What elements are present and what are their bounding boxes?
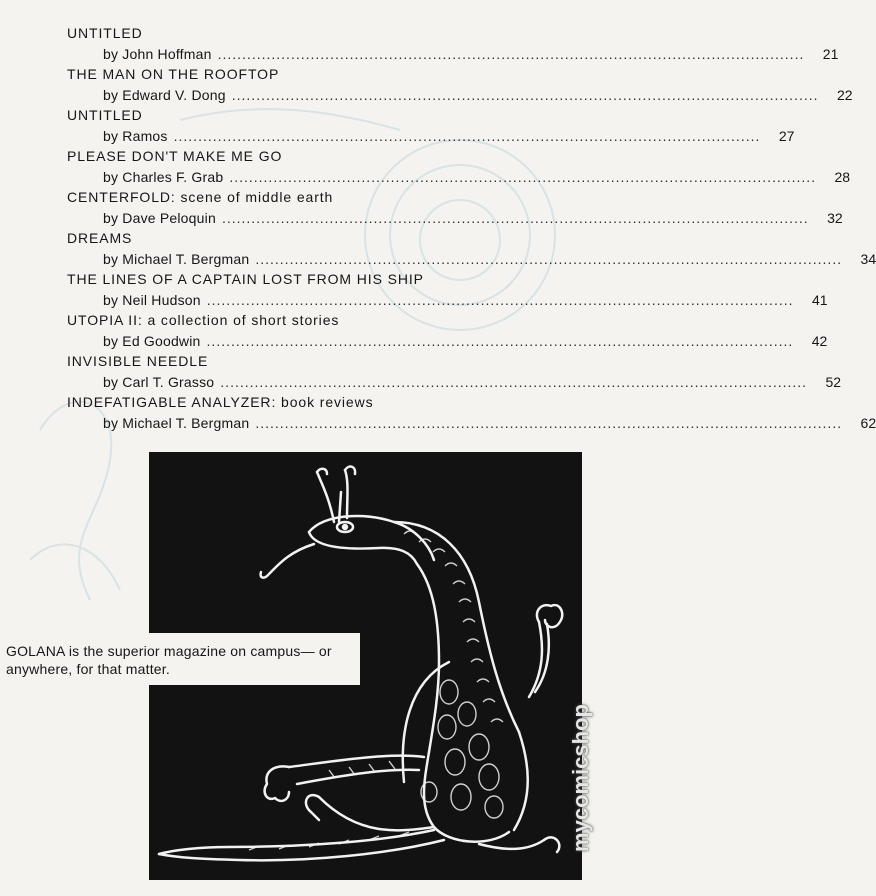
entry-page-number: 27 [778, 128, 795, 144]
dot-leader: ........................................................................................................................ [255, 415, 843, 431]
watermark-logo [567, 668, 595, 888]
entry-title: CENTERFOLD: scene of middle earth [67, 189, 334, 205]
dot-leader: ........................................................................................................................ [255, 251, 843, 267]
caption-text: GOLANA is the superior magazine on campus— or anywhere, for that matter. [6, 643, 332, 677]
entry-byline: by Neil Hudson [103, 292, 201, 308]
entry-page-number: 52 [825, 374, 842, 390]
entry-byline: by Dave Peloquin [103, 210, 216, 226]
entry-page-number: 41 [811, 292, 828, 308]
entry-page-number: 62 [860, 415, 876, 431]
dot-leader: ........................................................................................................................ [206, 333, 794, 349]
entry-title: INDEFATIGABLE ANALYZER: book reviews [67, 394, 374, 410]
entry-page-number: 34 [860, 251, 876, 267]
entry-byline: by Edward V. Dong [103, 87, 226, 103]
entry-title: UTOPIA II: a collection of short stories [67, 312, 340, 328]
entry-title: THE LINES OF A CAPTAIN LOST FROM HIS SHIP [67, 271, 424, 287]
dot-leader: ........................................................................................................................ [173, 128, 761, 144]
entry-byline: by Carl T. Grasso [103, 374, 215, 390]
entry-title: INVISIBLE NEEDLE [67, 353, 209, 369]
dot-leader: ........................................................................................................................ [217, 46, 805, 62]
entry-byline: by John Hoffman [103, 46, 212, 62]
entry-page-number: 21 [822, 46, 839, 62]
entry-page-number: 22 [836, 87, 853, 103]
entry-byline: by Michael T. Bergman [103, 251, 250, 267]
dot-leader: ........................................................................................................................ [221, 210, 809, 226]
entry-title: UNTITLED [67, 107, 143, 123]
entry-page-number: 32 [827, 210, 843, 226]
entry-page-number: 42 [811, 333, 828, 349]
dot-leader: ........................................................................................................................ [220, 374, 808, 390]
watermark-text: mycomicshop [568, 704, 593, 852]
dot-leader: ........................................................................................................................ [229, 169, 817, 185]
entry-title: THE MAN ON THE ROOFTOP [67, 66, 280, 82]
entry-byline: by Ramos [103, 128, 168, 144]
entry-title: DREAMS [67, 230, 133, 246]
entry-byline: by Charles F. Grab [103, 169, 224, 185]
dot-leader: ........................................................................................................................ [206, 292, 794, 308]
entry-byline: by Michael T. Bergman [103, 415, 250, 431]
entry-title: PLEASE DON'T MAKE ME GO [67, 148, 283, 164]
entry-title: UNTITLED [67, 25, 143, 41]
golana-caption [0, 633, 360, 685]
dot-leader: ........................................................................................................................ [231, 87, 819, 103]
entry-byline: by Ed Goodwin [103, 333, 201, 349]
entry-page-number: 28 [834, 169, 851, 185]
